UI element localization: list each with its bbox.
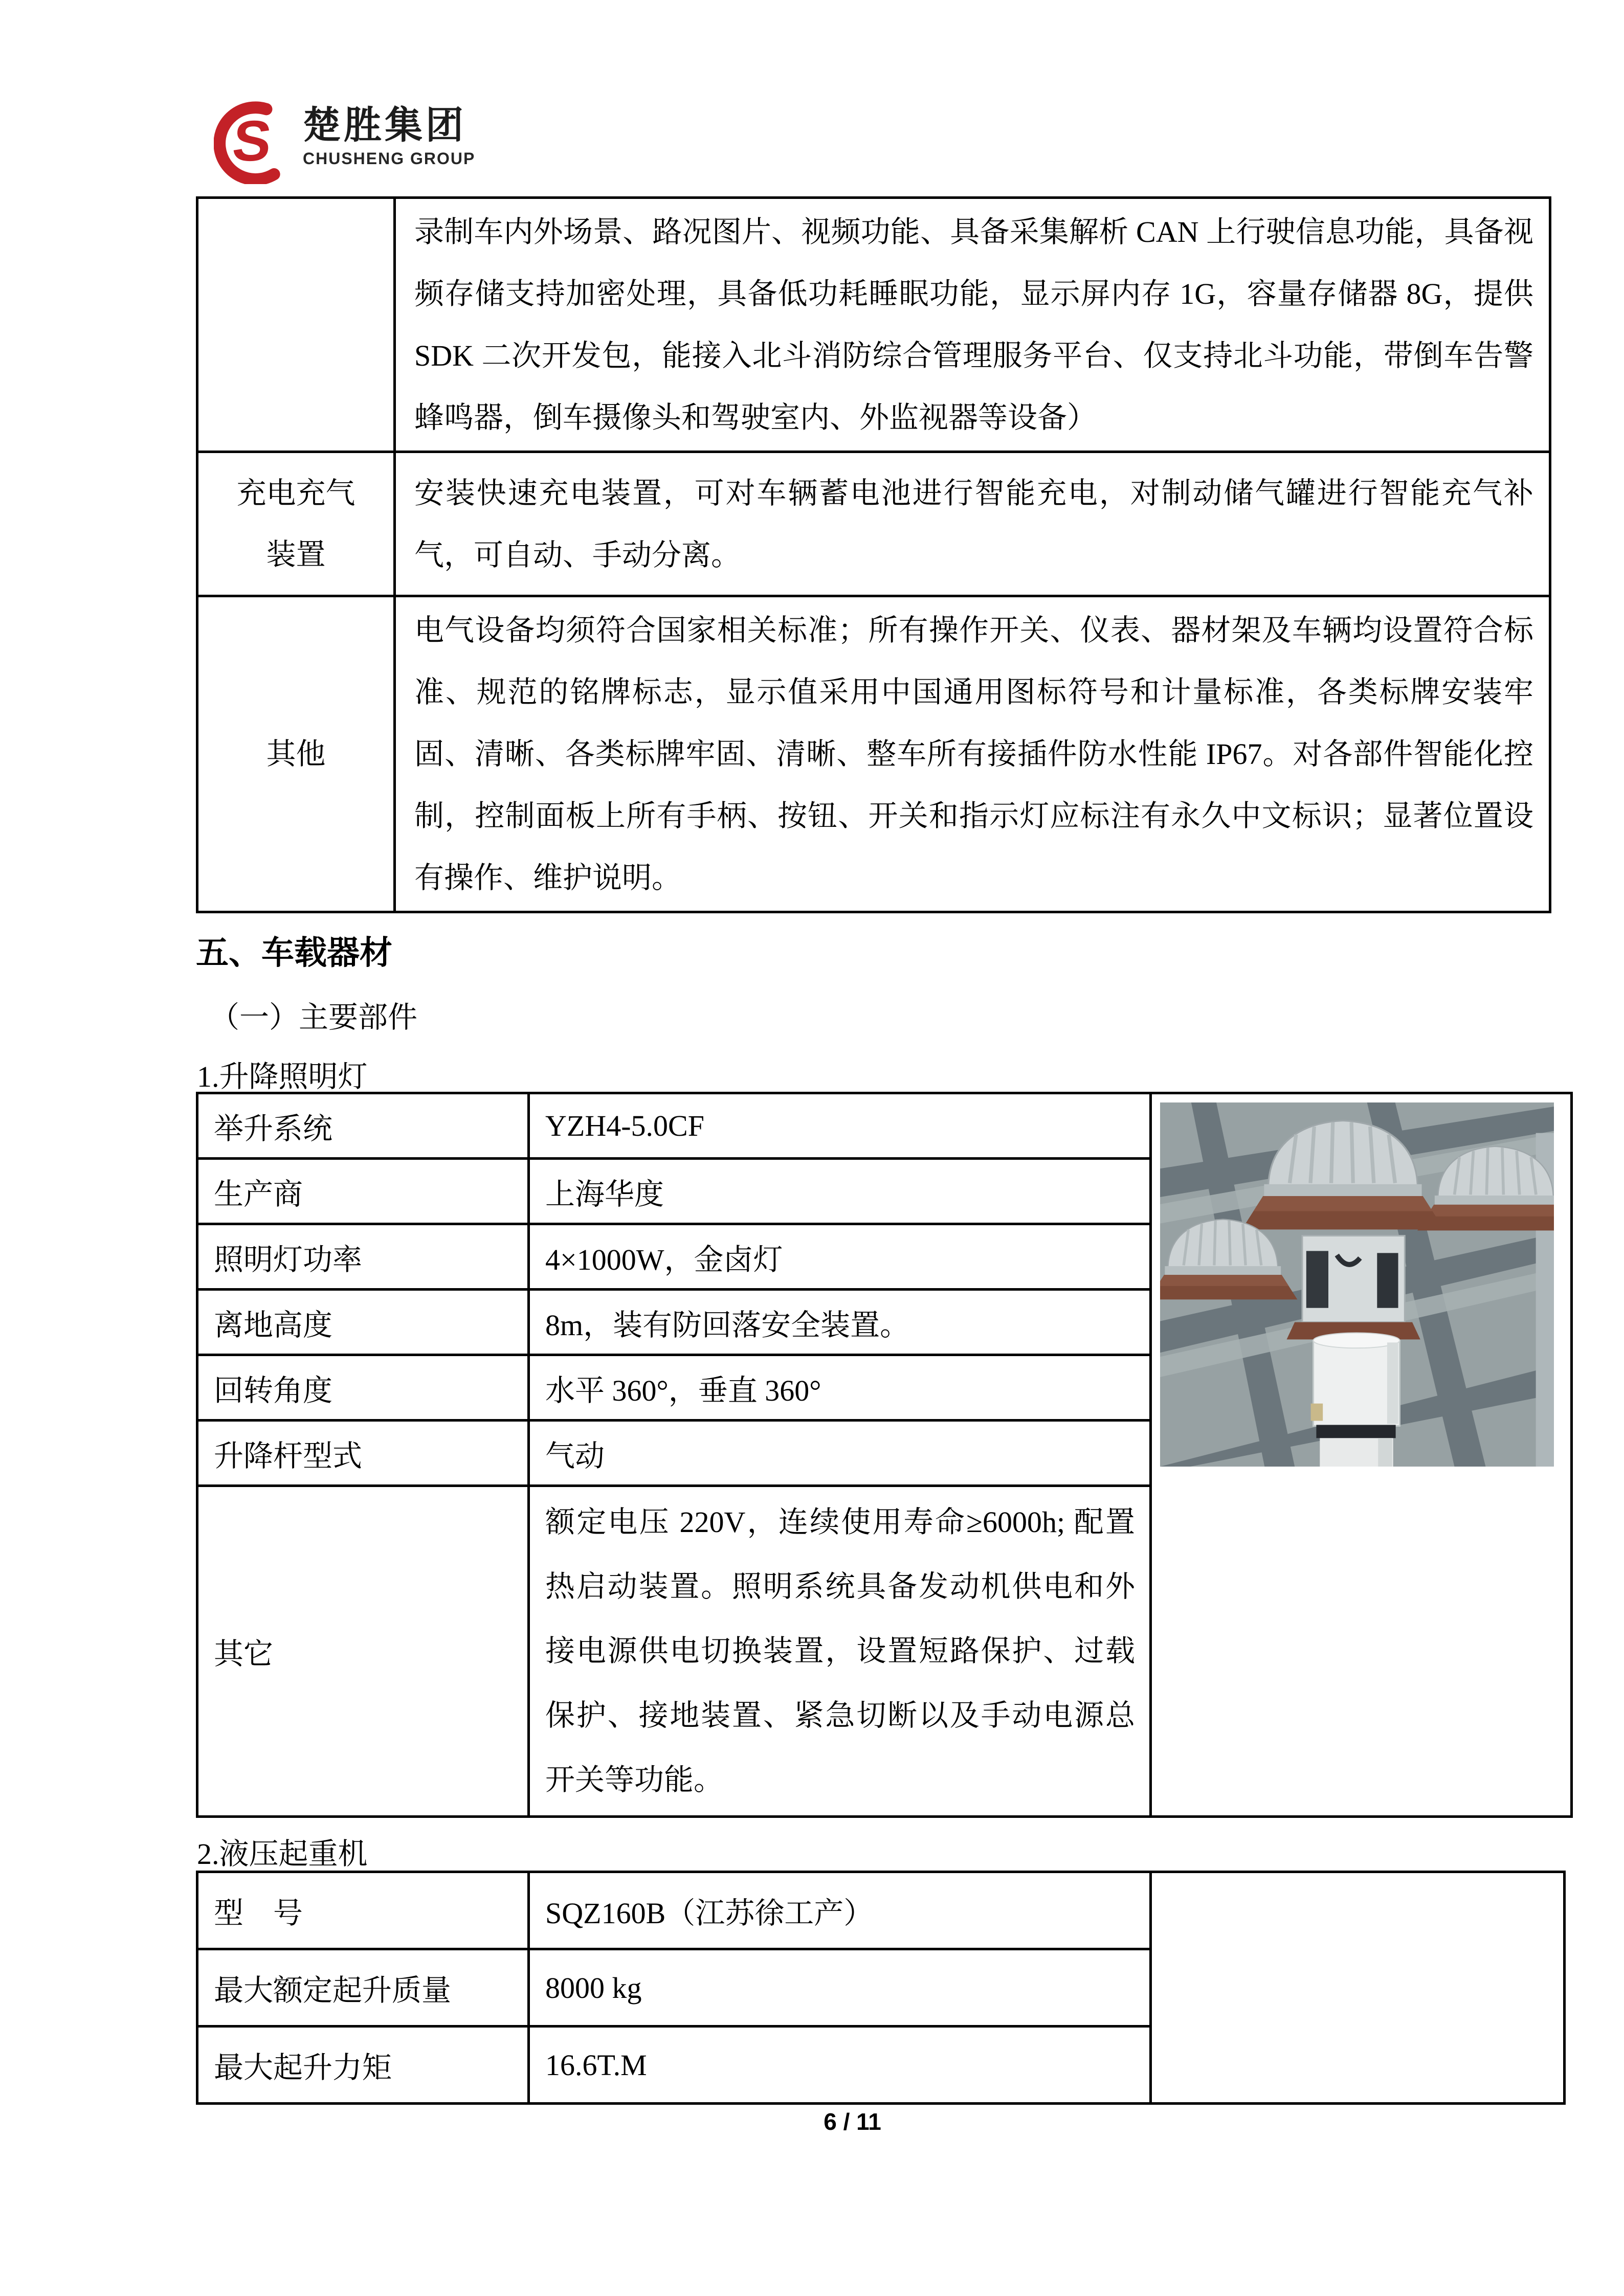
- item-heading-floodlight: 1.升降照明灯: [197, 1060, 368, 1093]
- floodlight-spec-table: [196, 1092, 1573, 1818]
- spec-label-cell: 举升系统: [197, 1093, 529, 1159]
- logo-text-block: [303, 101, 475, 168]
- spec-value-cell: 16.6T.M: [529, 2027, 1151, 2104]
- spec-value-cell: 额定电压 220V，连续使用寿命≥6000h; 配置热启动装置。照明系统具备发动机供电和外接电源供电切换装置，设置短路保护、过载保护、接地装置、紧急切断以及手动电源总开关等功能。: [529, 1486, 1151, 1817]
- empty-label-cell: [197, 198, 395, 452]
- logo-mark-icon: [214, 101, 292, 184]
- spec-value-cell: SQZ160B（江苏徐工产）: [529, 1872, 1151, 1949]
- spec-value-cell: 气动: [529, 1421, 1151, 1486]
- spec-label-cell: 其他: [197, 596, 395, 912]
- spec-label-cell: 型 号: [197, 1872, 529, 1949]
- spec-label-cell: 生产商: [197, 1159, 529, 1224]
- photo-cell: [1151, 1093, 1572, 1817]
- spec-text-cell: 电气设备均须符合国家相关标准；所有操作开关、仪表、器材架及车辆均设置符合标准、规范的铭牌标志，显示值采用中国通用图标符号和计量标准，各类标牌安装牢固、清晰、各类标牌牢固、清晰、整车所有接插件防水性能 IP67。对各部件智能化控制，控制面板上所有手柄、按钮、开关和指示灯应标注有永久中文标识；显著位置设有操作、维护说明。: [395, 596, 1550, 912]
- label-line: 充电充气: [236, 476, 355, 510]
- page-number: 6 / 11: [824, 2108, 881, 2135]
- table-row: [197, 1872, 1565, 1949]
- spec-value-cell: 8000 kg: [529, 1949, 1151, 2027]
- subsection-heading: （一）主要部件: [210, 1001, 418, 1034]
- spec-value-cell: YZH4-5.0CF: [529, 1093, 1151, 1159]
- table-row: [197, 198, 1550, 452]
- company-logo: [214, 101, 475, 184]
- spec-value-cell: 4×1000W，金卤灯: [529, 1224, 1151, 1290]
- label-line: 装置: [266, 537, 326, 571]
- company-name-zh: 楚胜集团: [303, 104, 466, 146]
- spec-continuation-table: [196, 196, 1551, 913]
- spec-label-cell: 离地高度: [197, 1290, 529, 1355]
- spec-value-cell: 水平 360°，垂直 360°: [529, 1355, 1151, 1421]
- floodlight-photo: [1160, 1102, 1554, 1467]
- spec-label-cell: 照明灯功率: [197, 1224, 529, 1290]
- spec-label-cell: [197, 452, 395, 596]
- spec-text-cell: 录制车内外场景、路况图片、视频功能、具备采集解析 CAN 上行驶信息功能，具备视频存储支持加密处理，具备低功耗睡眠功能，显示屏内存 1G，容量存储器 8G，提供 SDK 二次开发包，能接入北斗消防综合管理服务平台、仅支持北斗功能，带倒车告警蜂鸣器，倒车摄像头和驾驶室内、外监视器等设备）: [395, 198, 1550, 452]
- spec-label-cell: 最大起升力矩: [197, 2027, 529, 2104]
- table-row: [197, 452, 1550, 596]
- spec-label-cell: 最大额定起升质量: [197, 1949, 529, 2027]
- spec-value-cell: 8m，装有防回落安全装置。: [529, 1290, 1151, 1355]
- crane-spec-table: [196, 1871, 1566, 2105]
- spec-label-cell: 升降杆型式: [197, 1421, 529, 1486]
- section-heading: 五、车载器材: [196, 934, 392, 971]
- spec-label-cell: 其它: [197, 1486, 529, 1817]
- spec-label-cell: 回转角度: [197, 1355, 529, 1421]
- company-name-en: CHUSHENG GROUP: [303, 149, 476, 168]
- svg-text:S: S: [229, 108, 275, 173]
- table-row: [197, 596, 1550, 912]
- table-row: [197, 1093, 1572, 1159]
- empty-photo-cell: [1151, 1872, 1565, 2104]
- item-heading-crane: 2.液压起重机: [197, 1837, 368, 1871]
- spec-text-cell: 安装快速充电装置，可对车辆蓄电池进行智能充电，对制动储气罐进行智能充气补气，可自动、手动分离。: [395, 452, 1550, 596]
- spec-value-cell: 上海华度: [529, 1159, 1151, 1224]
